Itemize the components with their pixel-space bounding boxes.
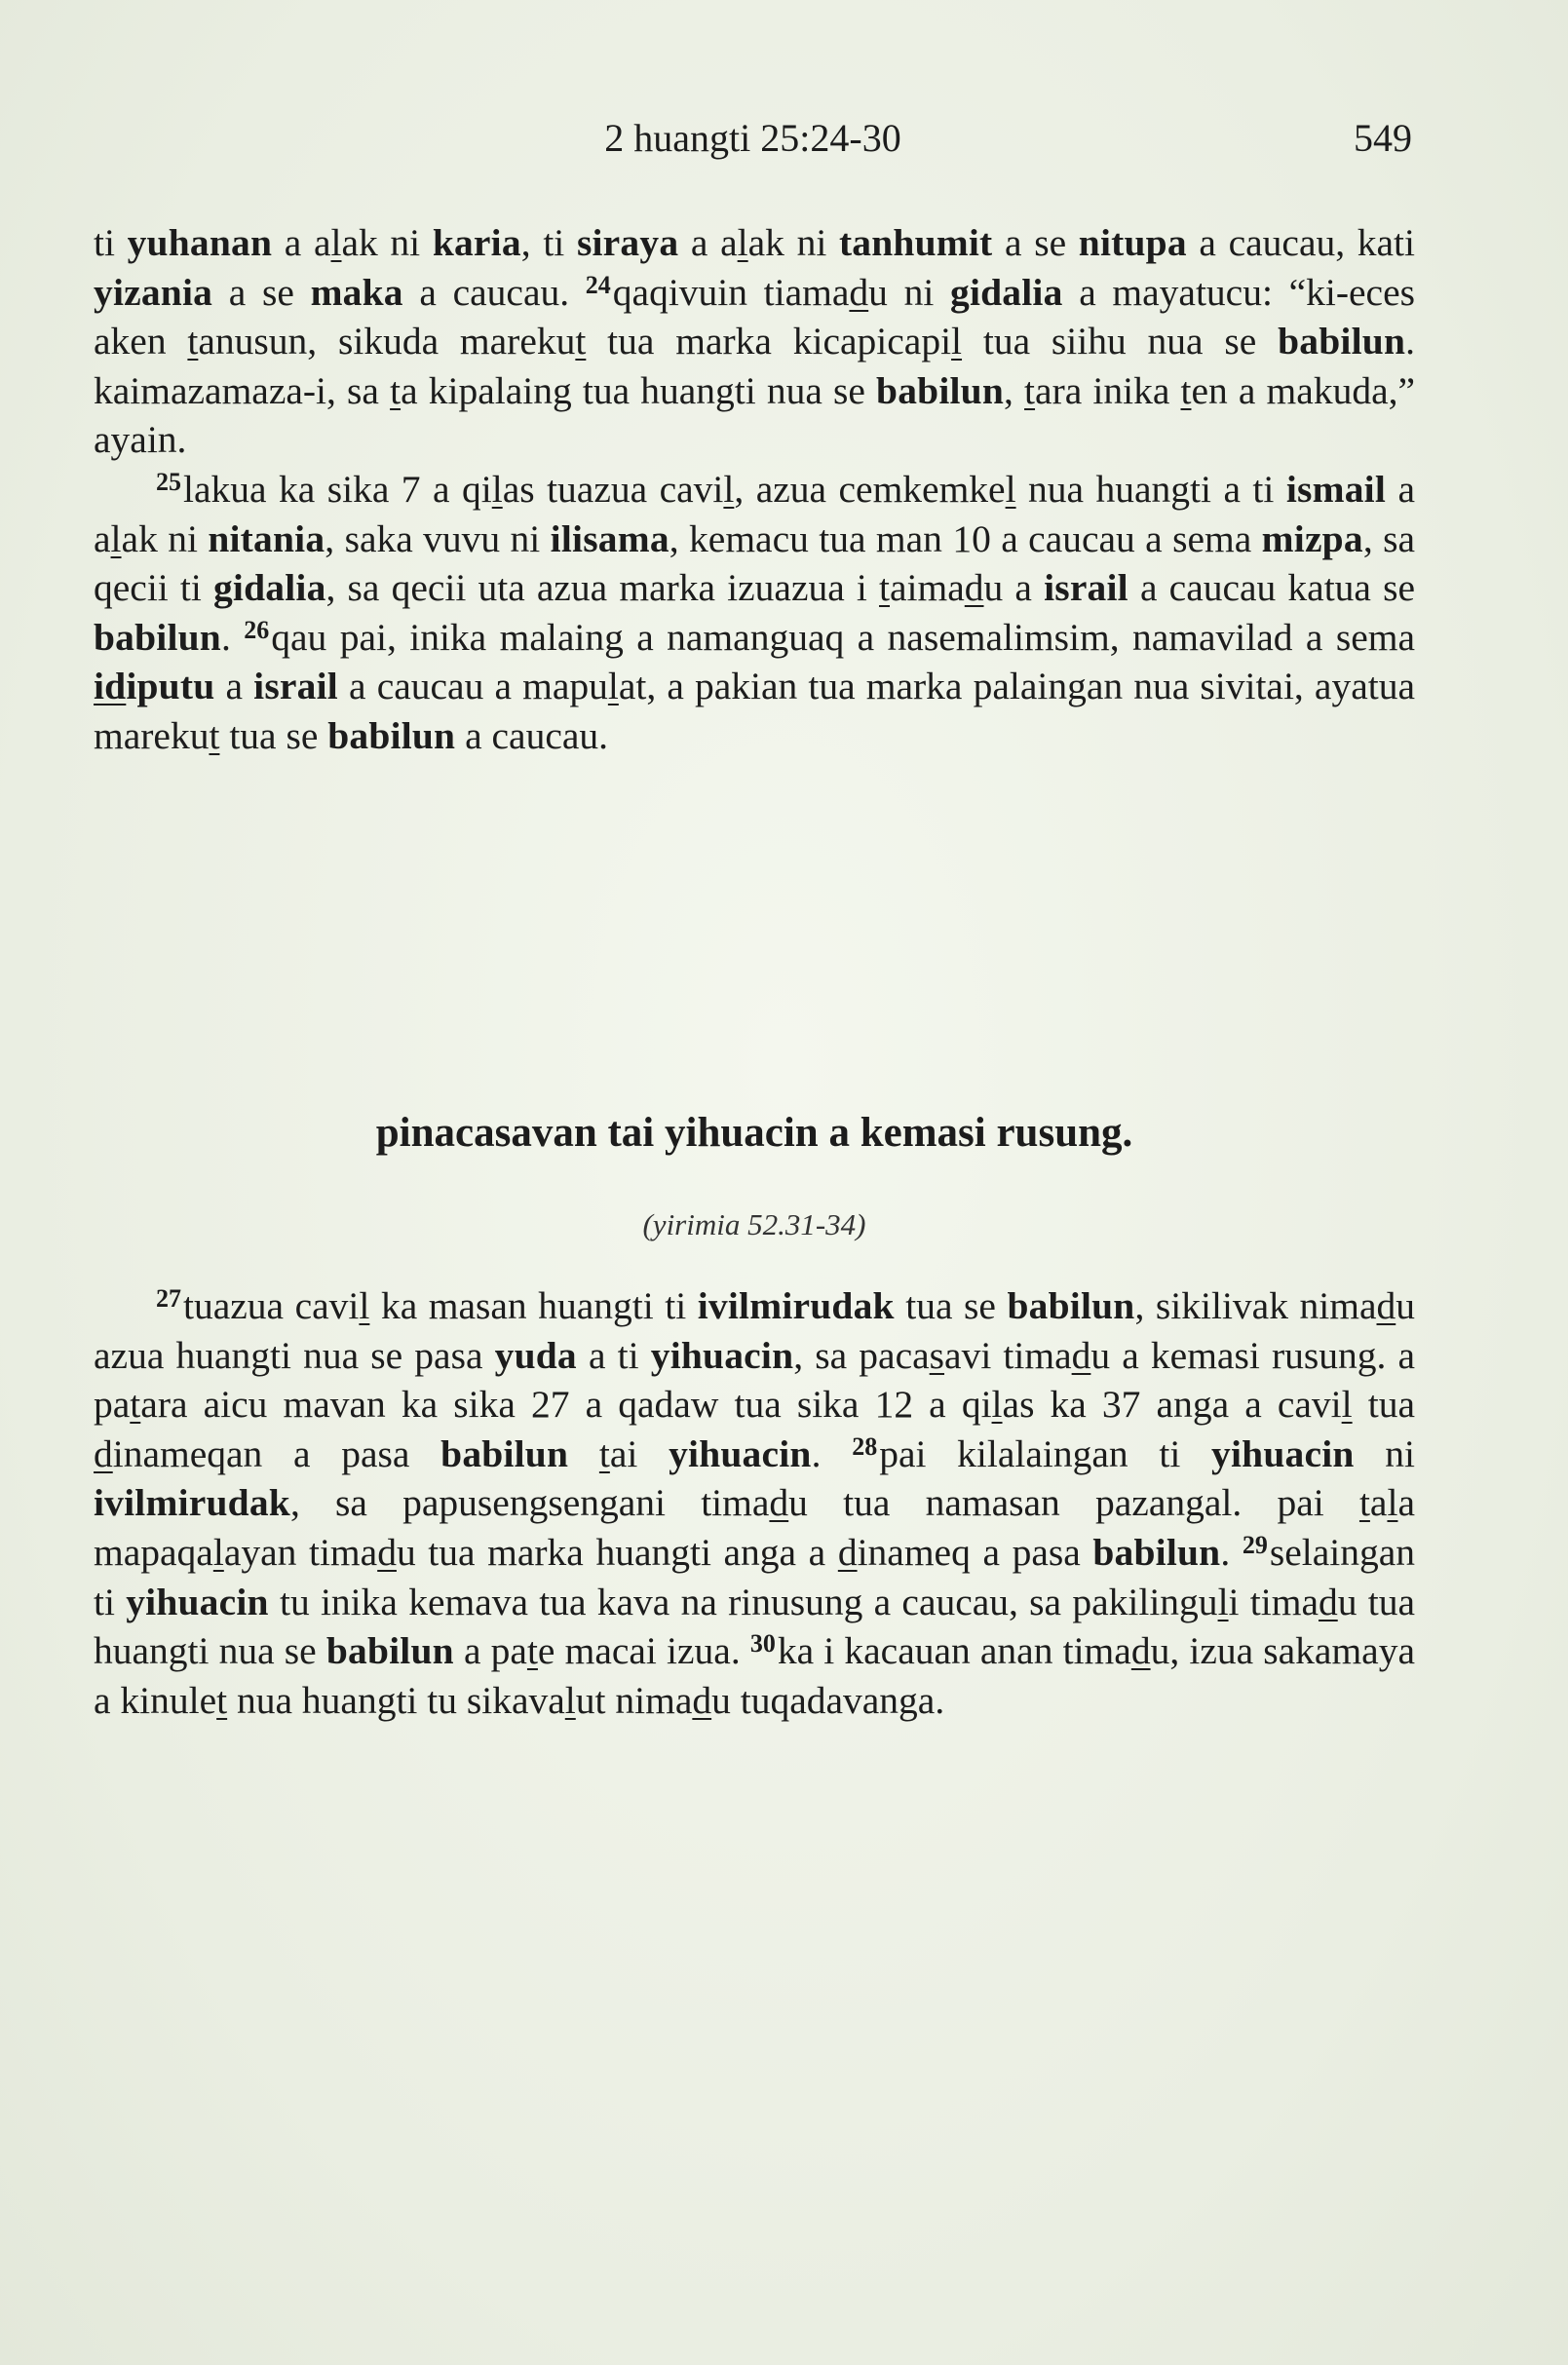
- verse-number: 24: [585, 270, 611, 299]
- cross-reference: (yirimia 52.31-34): [642, 1207, 866, 1241]
- body-text-top: [94, 218, 1415, 761]
- paragraph: ti yuhanan a alak ni karia, ti siraya a alak ni tanhumit a se nitupa a caucau, kati yizania a se maka a caucau. $^{24}$qaqivuin tiamadu ni gidalia a mayatucu: “ki-eces aken tanusun, sikuda marekut tua marka kicapicapil tua siihu nua se babilun. kaimazamaza-i, sa ta kipalaing tua huangti nua se babilun, tara inika ten a makuda,” ayain.: [94, 221, 1416, 462]
- verse-number: 25: [156, 467, 181, 496]
- paragraph: $^{25}$lakua ka sika 7 a qilas tuazua cavil, azua cemkemkel nua huangti a ti ismail a alak ni nitania, saka vuvu ni ilisama, kemacu tua man 10 a caucau a sema mizpa, sa qecii ti gidalia, sa qecii uta azua marka izuazua i taimadu a israil a caucau katua se babilun. $^{26}$qau pai, inika malaing a namanguaq a nasemalimsim, namavilad a sema idiputu a israil a caucau a mapulat, a pakian tua marka palaingan nua sivitai, ayatua marekut tua se babilun a caucau.: [94, 467, 1416, 757]
- verse-number: 26: [244, 615, 270, 644]
- verse-number: 29: [1242, 1530, 1268, 1559]
- verse-number: 27: [156, 1284, 181, 1313]
- paragraph: $^{27}$tuazua cavil ka masan huangti ti ivilmirudak tua se babilun, sikilivak nimadu azua huangti nua se pasa yuda a ti yihuacin, sa pacasavi timadu a kemasi rusung. a patara aicu mavan ka sika 27 a qadaw tua sika 12 a qilas ka 37 anga a cavil tua dinameqan a pasa babilun tai yihuacin. $^{28}$pai kilalaingan ti yihuacin ni ivilmirudak, sa papusengsengani timadu tua namasan pazangal. pai tala mapaqalayan timadu tua marka huangti anga a dinameq a pasa babilun. $^{29}$selaingan ti yihuacin tu inika kemava tua kava na rinusung a caucau, sa pakilinguli timadu tua huangti nua se babilun a pate macai izua. $^{30}$ka i kacauan anan timadu, izua sakamaya a kinulet nua huangti tu sikavalut nimadu tuqadavanga.: [94, 1284, 1416, 1722]
- verse-number: 30: [749, 1629, 776, 1659]
- page-number: 549: [1354, 116, 1412, 160]
- verse-number: 28: [852, 1431, 878, 1461]
- chapter-reference: 2 huangti 25:24-30: [604, 116, 901, 160]
- running-header: [94, 115, 1412, 173]
- body-text-bottom: [94, 1281, 1415, 1725]
- section-heading: pinacasavan tai yihuacin a kemasi rusung.: [375, 1110, 1133, 1156]
